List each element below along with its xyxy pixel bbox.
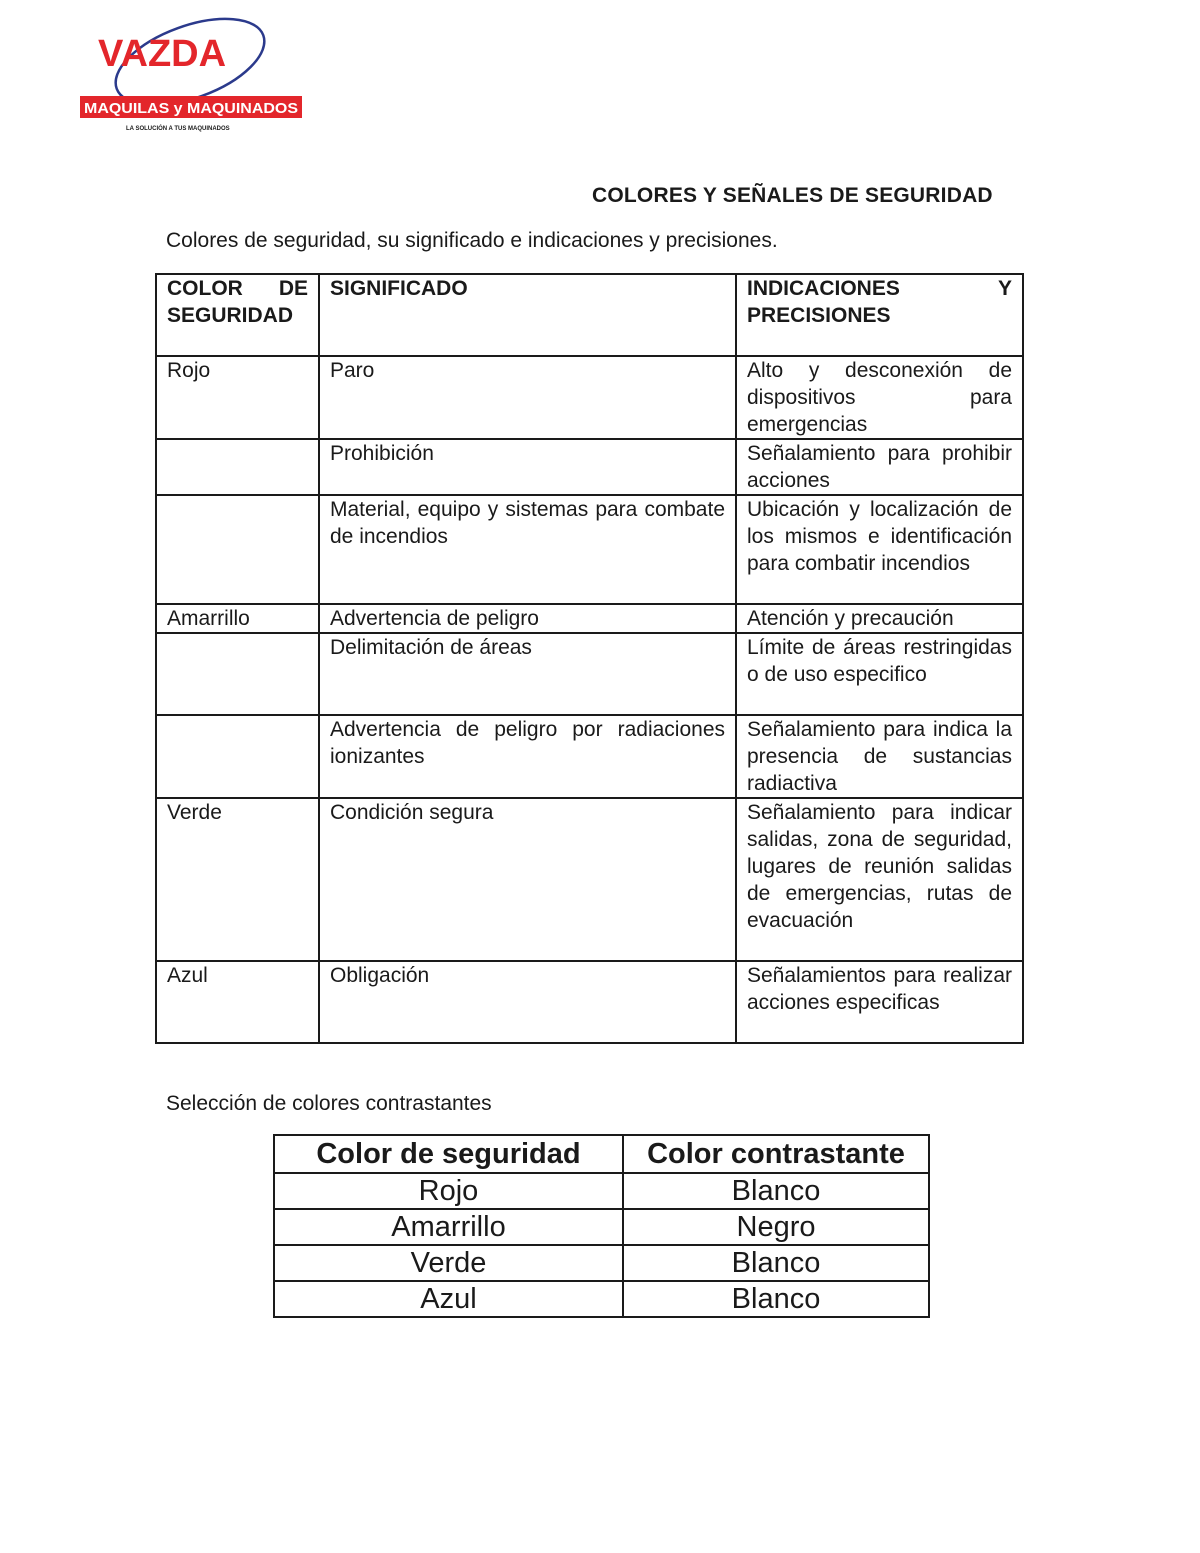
cell-indicaciones: Atención y precaución xyxy=(736,604,1023,633)
intro-text: Colores de seguridad, su significado e indicaciones y precisiones. xyxy=(166,229,778,252)
header-significado: SIGNIFICADO xyxy=(319,274,736,356)
cell-indicaciones: Límite de áreas restringidas o de uso especifico xyxy=(736,633,1023,715)
table-row xyxy=(156,633,1023,715)
contrast-colors-table xyxy=(273,1134,930,1318)
table-header-row xyxy=(274,1135,929,1173)
cell-color: Amarrillo xyxy=(156,604,319,633)
cell-indicaciones: Señalamientos para realizar acciones especificas xyxy=(736,961,1023,1043)
cell-indicaciones: Señalamiento para indicar salidas, zona de seguridad, lugares de reunión salidas de emergencias, rutas de evacuación xyxy=(736,798,1023,961)
table-row xyxy=(156,715,1023,798)
header-safety-color: Color de seguridad xyxy=(274,1135,623,1173)
cell-significado: Prohibición xyxy=(319,439,736,495)
cell-significado: Material, equipo y sistemas para combate de incendios xyxy=(319,495,736,604)
cell-contrast-color: Blanco xyxy=(623,1173,929,1209)
cell-significado: Paro xyxy=(319,356,736,439)
cell-indicaciones: Señalamiento para indica la presencia de sustancias radiactiva xyxy=(736,715,1023,798)
contrast-intro-text: Selección de colores contrastantes xyxy=(166,1092,492,1115)
cell-contrast-color: Negro xyxy=(623,1209,929,1245)
logo-brand: VAZDA xyxy=(98,33,227,75)
table-row xyxy=(274,1209,929,1245)
table-row xyxy=(274,1173,929,1209)
safety-colors-table xyxy=(155,273,1024,1044)
cell-indicaciones: Señalamiento para prohibir acciones xyxy=(736,439,1023,495)
table-row xyxy=(156,439,1023,495)
cell-significado: Delimitación de áreas xyxy=(319,633,736,715)
logo-banner: MAQUILAS y MAQUINADOS xyxy=(84,100,298,117)
cell-significado: Advertencia de peligro xyxy=(319,604,736,633)
company-logo xyxy=(78,10,306,138)
cell-safety-color: Verde xyxy=(274,1245,623,1281)
logo-tagline: LA SOLUCIÓN A TUS MAQUINADOS xyxy=(126,126,230,132)
table-row xyxy=(156,604,1023,633)
header-color: COLOR DE SEGURIDAD xyxy=(156,274,319,356)
cell-significado: Obligación xyxy=(319,961,736,1043)
cell-safety-color: Amarrillo xyxy=(274,1209,623,1245)
cell-color xyxy=(156,633,319,715)
table-row xyxy=(274,1281,929,1317)
table-row xyxy=(156,356,1023,439)
cell-significado: Advertencia de peligro por radiaciones ionizantes xyxy=(319,715,736,798)
table-row xyxy=(156,798,1023,961)
document-title: COLORES Y SEÑALES DE SEGURIDAD xyxy=(592,184,993,207)
cell-indicaciones: Alto y desconexión de dispositivos para emergencias xyxy=(736,356,1023,439)
cell-color xyxy=(156,495,319,604)
cell-safety-color: Rojo xyxy=(274,1173,623,1209)
header-contrast-color: Color contrastante xyxy=(623,1135,929,1173)
table-row xyxy=(156,495,1023,604)
cell-color: Verde xyxy=(156,798,319,961)
cell-color: Azul xyxy=(156,961,319,1043)
table-header-row xyxy=(156,274,1023,356)
cell-safety-color: Azul xyxy=(274,1281,623,1317)
table-row xyxy=(274,1245,929,1281)
cell-color xyxy=(156,439,319,495)
cell-contrast-color: Blanco xyxy=(623,1245,929,1281)
cell-color: Rojo xyxy=(156,356,319,439)
cell-color xyxy=(156,715,319,798)
cell-indicaciones: Ubicación y localización de los mismos e identificación para combatir incendios xyxy=(736,495,1023,604)
cell-contrast-color: Blanco xyxy=(623,1281,929,1317)
cell-significado: Condición segura xyxy=(319,798,736,961)
header-indicaciones: INDICACIONES Y PRECISIONES xyxy=(736,274,1023,356)
table-row xyxy=(156,961,1023,1043)
